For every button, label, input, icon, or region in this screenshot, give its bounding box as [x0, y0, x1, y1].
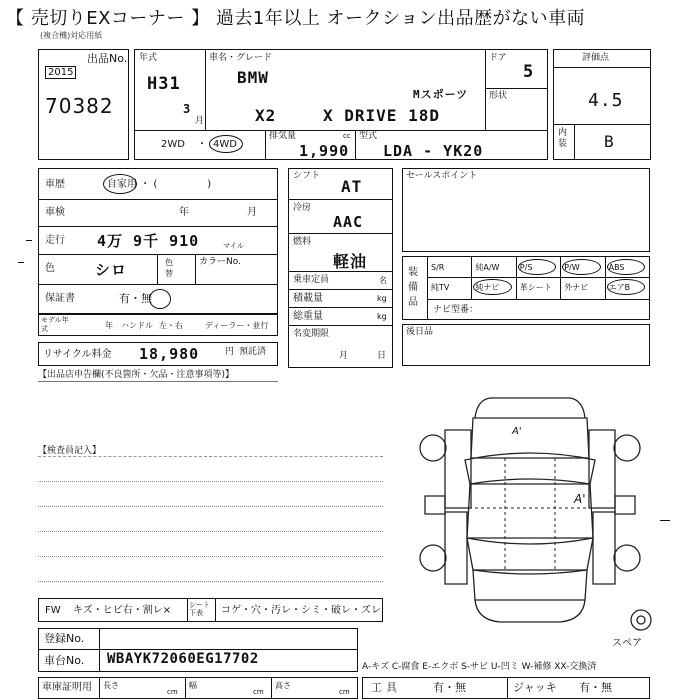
warranty-circle: [149, 289, 171, 309]
drive-sep: ・: [197, 139, 207, 150]
spare-label: スペア: [612, 638, 642, 649]
warranty-label: 保証書: [45, 293, 75, 304]
fw-label: FW: [45, 605, 61, 616]
displacement-label: 排気量: [269, 131, 297, 141]
car-right-rear-door: [593, 512, 615, 584]
capacity-unit: 名: [379, 276, 387, 285]
equipment-circle: [473, 279, 511, 295]
recycle-unit: 円: [225, 347, 235, 357]
lot-number: 70382: [45, 94, 114, 118]
equipment-item: 純ナビ: [475, 283, 500, 292]
equipment-circle: [607, 279, 645, 295]
handle-label: ハンドル: [121, 321, 153, 330]
damage-legend: A-キズ C-腐食 E-エクボ S-サビ U-凹ミ W-補修 XX-交換済: [362, 662, 597, 672]
lot-year-stamp: 2015: [45, 66, 76, 79]
equipment-row-2: [427, 277, 649, 299]
car-rear-window: [467, 538, 593, 574]
equipment-item: 外ナビ: [564, 283, 589, 292]
spare-wheel-hub: [637, 616, 645, 624]
chassis-label: 車台No.: [44, 654, 85, 667]
gross-label: 総重量: [293, 311, 323, 322]
color-label: 色: [45, 263, 55, 274]
cert-unit: cm: [253, 688, 264, 696]
cert-unit: cm: [167, 688, 178, 696]
load-unit: kg: [377, 294, 387, 303]
warranty-value: 有・無: [119, 292, 152, 305]
navi-label: ナビ型番：: [433, 305, 479, 315]
color-change-label: 色替: [165, 258, 173, 278]
seat-items: コゲ・穴・汚レ・シミ・破レ・ズレ: [221, 605, 381, 616]
score-value: 4.5: [588, 90, 624, 111]
score-label: 評価点: [582, 53, 610, 63]
shift-value: AT: [341, 177, 363, 196]
grade-value: X DRIVE 18D: [323, 106, 440, 125]
drive-4wd: 4WD: [213, 139, 237, 150]
equipment-item: 純TV: [431, 283, 450, 292]
equipment-item: エアB: [608, 283, 631, 292]
mileage-label: 走行: [45, 235, 65, 246]
paper-note: (複合機)対応用紙: [40, 31, 103, 40]
wheel-rear-left: [420, 545, 446, 571]
dealer-label: ディーラー・並行: [205, 321, 269, 330]
month-unit: 月: [195, 116, 205, 126]
damage-mark-front: A': [512, 426, 522, 437]
capacity-label: 乗車定員: [293, 275, 330, 285]
car-diagram: [405, 388, 655, 638]
make-value: BMW: [237, 68, 269, 87]
drive-2wd: 2WD: [161, 139, 185, 150]
equipment-box: [402, 256, 650, 320]
equipment-row-1: [427, 257, 649, 277]
exhibitor-note-label: 【出品店申告欄(不良箇所・欠品・注意事項等)】: [38, 370, 235, 380]
jack-label: ジャッキ: [513, 681, 557, 694]
registration-box: [38, 628, 358, 672]
year-label: 年式: [139, 53, 158, 63]
sales-point-label: セールスポイント: [406, 171, 478, 181]
fw-items: キズ・ヒビ右・割レ×: [73, 605, 172, 616]
color-value: シロ: [95, 261, 128, 279]
door-label: ドア: [489, 53, 507, 63]
equipment-item: 純A/W: [475, 263, 500, 272]
shaken-month: 月: [247, 207, 257, 218]
wheel-front-left: [420, 435, 446, 461]
equipment-item: S/R: [431, 263, 445, 272]
garage-cert-row: [38, 677, 358, 699]
interior-label: 内装: [558, 128, 568, 149]
tools-label: 工具: [371, 681, 401, 694]
banner-text: 【 売切りEXコーナー 】 過去1年以上 オークション出品歴がない車両: [6, 8, 586, 29]
damage-mark-side: A': [574, 492, 586, 506]
inspector-label: 【検査員記入】: [38, 446, 102, 456]
rireki-label: 車歴: [45, 179, 65, 190]
tools-value: 有・無: [433, 681, 466, 694]
lot-label: 出品No.: [87, 52, 128, 65]
equipment-circle: [607, 259, 645, 275]
purpose-label: 名変期限: [293, 329, 330, 339]
car-rear-bumper: [475, 600, 585, 622]
mirror-right: [615, 496, 635, 514]
mileage-value: 4万 9千 910: [97, 232, 200, 250]
mirror-left: [425, 496, 445, 514]
shaken-year: 年: [179, 207, 189, 218]
history-box: [38, 168, 278, 314]
equipment-circle: [562, 259, 600, 275]
model-value: X2: [255, 106, 277, 125]
model-year-row: [38, 314, 278, 336]
shaken-label: 車検: [45, 207, 65, 218]
cert-columns: [99, 678, 357, 698]
cert-field: 高さ: [275, 681, 291, 690]
cert-field: 長さ: [103, 681, 119, 690]
fw-row: [38, 598, 383, 622]
tools-row: [362, 677, 650, 699]
after-install-box: [402, 324, 650, 366]
equipment-item: ABS: [608, 263, 625, 272]
recycle-row: [38, 342, 278, 366]
type-value: LDA - YK20: [383, 142, 484, 160]
cert-unit: cm: [339, 688, 350, 696]
jack-value: 有・無: [579, 681, 612, 694]
load-label: 積載量: [293, 293, 323, 304]
purpose-month: 月: [339, 351, 349, 361]
year-value: H31: [147, 74, 181, 94]
spare-wheel: [631, 610, 651, 630]
model-year-label: モデル年式: [41, 316, 69, 333]
shift-label: シフト: [293, 171, 321, 181]
banner: [0, 0, 700, 30]
color-no-label: カラーNo.: [199, 257, 241, 267]
car-front-bumper: [475, 398, 585, 418]
equipment-item: 革シート: [519, 283, 552, 292]
interior-value: B: [604, 132, 615, 151]
grade-note: Mスポーツ: [413, 88, 469, 101]
car-info-box: [134, 49, 548, 160]
displacement-value: 1,990: [299, 142, 350, 160]
equipment-circle: [518, 259, 556, 275]
equipment-label: 装備品: [408, 267, 418, 308]
score-box: [553, 49, 651, 160]
displacement-cc: cc: [343, 132, 351, 140]
reg-label: 登録No.: [44, 632, 85, 645]
drive-4wd-circle: [209, 135, 243, 153]
gross-unit: kg: [377, 312, 387, 321]
aircon-value: AAC: [333, 213, 364, 231]
type-label: 型式: [359, 131, 378, 141]
car-left-rear-door: [445, 512, 467, 584]
shape-label: 形状: [489, 91, 508, 101]
chassis-value: WBAYK72060EG17702: [107, 651, 259, 667]
wheel-front-right: [614, 435, 640, 461]
cert-label: 車庫証明用: [42, 682, 92, 693]
cert-field: 幅: [189, 681, 197, 690]
mileage-unit: マイル: [223, 242, 244, 250]
lot-number-box: [38, 49, 129, 160]
fuel-value: 軽油: [333, 252, 368, 271]
model-year-unit: 年: [105, 321, 113, 330]
equipment-item: P/S: [519, 263, 533, 272]
equipment-item: P/W: [564, 263, 580, 272]
after-install-label: 後日品: [406, 327, 434, 337]
door-value: 5: [523, 62, 535, 82]
seat-label: シート下表: [189, 601, 210, 617]
purpose-day: 日: [377, 351, 387, 361]
rireki-options: 自家用 ・ ( ): [107, 179, 212, 190]
recycle-note: 預託済: [239, 347, 267, 357]
recycle-label: リサイクル料金: [43, 349, 112, 360]
wheel-rear-right: [614, 545, 640, 571]
recycle-value: 18,980: [139, 345, 200, 363]
name-label: 車名・グレード: [209, 53, 273, 63]
rireki-circle: [103, 174, 137, 194]
handle-value: 左・右: [159, 321, 183, 330]
fuel-label: 燃料: [293, 237, 312, 247]
mech-box: [288, 168, 393, 368]
month-value: 3: [183, 102, 192, 116]
aircon-label: 冷房: [293, 203, 312, 213]
sales-point-box: [402, 168, 650, 252]
car-hood: [471, 418, 589, 458]
